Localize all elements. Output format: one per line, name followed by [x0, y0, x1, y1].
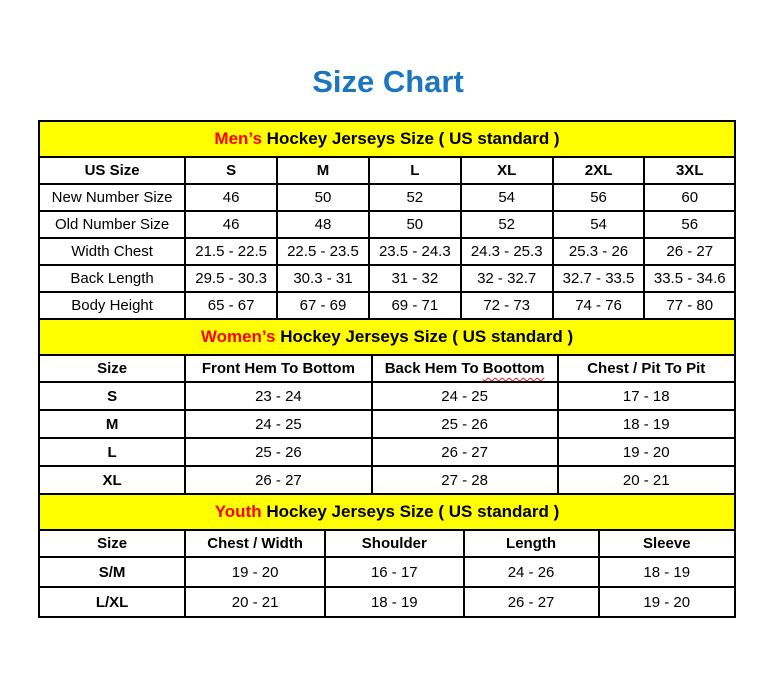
- data-cell: 54: [553, 211, 645, 238]
- womens-section-title: [39, 319, 735, 355]
- data-cell: 46: [185, 184, 277, 211]
- data-cell: 21.5 - 22.5: [185, 238, 277, 265]
- data-cell: 52: [369, 184, 461, 211]
- data-cell: 32 - 32.7: [461, 265, 553, 292]
- data-cell: 18 - 19: [325, 587, 464, 617]
- data-cell: 24.3 - 25.3: [461, 238, 553, 265]
- data-cell: 48: [277, 211, 369, 238]
- mens-section-title: [39, 121, 735, 157]
- row-label-cell: L: [39, 438, 185, 466]
- section-title-text: Hockey Jerseys Size ( US standard ): [261, 502, 560, 521]
- data-cell: 60: [644, 184, 735, 211]
- section-title-accent: Women’s: [200, 327, 276, 346]
- data-cell: 23 - 24: [185, 382, 372, 410]
- row-label-cell: M: [39, 410, 185, 438]
- data-cell: 19 - 20: [558, 438, 736, 466]
- data-cell: 20 - 21: [185, 587, 325, 617]
- row-label-cell: Back Length: [39, 265, 185, 292]
- data-cell: 26 - 27: [464, 587, 599, 617]
- misspelled-word: Boottom: [482, 360, 545, 377]
- mens-section-header-row: [39, 121, 735, 157]
- womens-section-header-row: [39, 319, 735, 355]
- data-cell: 26 - 27: [372, 438, 558, 466]
- row-label-cell: S: [39, 382, 185, 410]
- youth-section-title: [39, 494, 735, 530]
- row-label-cell: S/M: [39, 557, 185, 587]
- column-header-cell: XL: [461, 157, 553, 184]
- row-label-cell: XL: [39, 466, 185, 494]
- data-cell: 22.5 - 23.5: [277, 238, 369, 265]
- row-label-cell: L/XL: [39, 587, 185, 617]
- data-cell: 25 - 26: [185, 438, 372, 466]
- column-header-cell: Front Hem To Bottom: [185, 355, 372, 382]
- data-cell: 72 - 73: [461, 292, 553, 319]
- data-cell: 17 - 18: [558, 382, 736, 410]
- data-cell: 24 - 25: [185, 410, 372, 438]
- data-cell: 29.5 - 30.3: [185, 265, 277, 292]
- data-cell: 77 - 80: [644, 292, 735, 319]
- data-cell: 69 - 71: [369, 292, 461, 319]
- mens-header-row: [39, 157, 735, 184]
- section-title-text: Hockey Jerseys Size ( US standard ): [261, 129, 560, 148]
- data-cell: 33.5 - 34.6: [644, 265, 735, 292]
- column-header-cell: Chest / Width: [185, 530, 325, 557]
- data-cell: 67 - 69: [277, 292, 369, 319]
- data-cell: 32.7 - 33.5: [553, 265, 645, 292]
- data-cell: 31 - 32: [369, 265, 461, 292]
- column-header-cell: [372, 355, 558, 382]
- column-header-cell: L: [369, 157, 461, 184]
- data-cell: 26 - 27: [644, 238, 735, 265]
- data-cell: 23.5 - 24.3: [369, 238, 461, 265]
- column-header-cell: US Size: [39, 157, 185, 184]
- data-cell: 30.3 - 31: [277, 265, 369, 292]
- data-cell: 54: [461, 184, 553, 211]
- youth-section-header-row: [39, 494, 735, 530]
- youth-size-table: [38, 493, 736, 618]
- data-cell: 19 - 20: [185, 557, 325, 587]
- row-label-cell: Body Height: [39, 292, 185, 319]
- data-cell: 50: [277, 184, 369, 211]
- table-row: [39, 438, 735, 466]
- table-row: [39, 466, 735, 494]
- row-label-cell: Width Chest: [39, 238, 185, 265]
- data-cell: 24 - 25: [372, 382, 558, 410]
- womens-size-table: [38, 318, 736, 495]
- section-title-accent: Youth: [214, 502, 262, 521]
- column-header-cell: Length: [464, 530, 599, 557]
- data-cell: 20 - 21: [558, 466, 736, 494]
- row-label-cell: Old Number Size: [39, 211, 185, 238]
- table-row: [39, 557, 735, 587]
- data-cell: 52: [461, 211, 553, 238]
- data-cell: 25 - 26: [372, 410, 558, 438]
- table-row: [39, 184, 735, 211]
- section-title-text: Hockey Jerseys Size ( US standard ): [275, 327, 574, 346]
- table-row: [39, 238, 735, 265]
- column-header-cell: Size: [39, 530, 185, 557]
- column-header-cell: Chest / Pit To Pit: [558, 355, 736, 382]
- data-cell: 46: [185, 211, 277, 238]
- data-cell: 26 - 27: [185, 466, 372, 494]
- column-header-cell: S: [185, 157, 277, 184]
- data-cell: 25.3 - 26: [553, 238, 645, 265]
- table-row: [39, 292, 735, 319]
- column-header-cell: Shoulder: [325, 530, 464, 557]
- table-row: [39, 410, 735, 438]
- table-row: [39, 265, 735, 292]
- data-cell: 16 - 17: [325, 557, 464, 587]
- data-cell: 56: [644, 211, 735, 238]
- data-cell: 18 - 19: [599, 557, 735, 587]
- size-tables-container: [38, 120, 736, 618]
- data-cell: 50: [369, 211, 461, 238]
- data-cell: 74 - 76: [553, 292, 645, 319]
- page-title: Size Chart: [312, 64, 464, 99]
- data-cell: 56: [553, 184, 645, 211]
- data-cell: 27 - 28: [372, 466, 558, 494]
- youth-header-row: [39, 530, 735, 557]
- table-row: [39, 211, 735, 238]
- table-row: [39, 587, 735, 617]
- column-header-cell: 2XL: [553, 157, 645, 184]
- mens-size-table: [38, 120, 736, 320]
- column-header-cell: M: [277, 157, 369, 184]
- column-header-text: Back Hem To: [384, 360, 483, 377]
- data-cell: 19 - 20: [599, 587, 735, 617]
- column-header-cell: Size: [39, 355, 185, 382]
- womens-header-row: [39, 355, 735, 382]
- section-title-accent: Men’s: [214, 129, 262, 148]
- column-header-cell: Sleeve: [599, 530, 735, 557]
- data-cell: 24 - 26: [464, 557, 599, 587]
- table-row: [39, 382, 735, 410]
- row-label-cell: New Number Size: [39, 184, 185, 211]
- column-header-cell: 3XL: [644, 157, 735, 184]
- data-cell: 65 - 67: [185, 292, 277, 319]
- data-cell: 18 - 19: [558, 410, 736, 438]
